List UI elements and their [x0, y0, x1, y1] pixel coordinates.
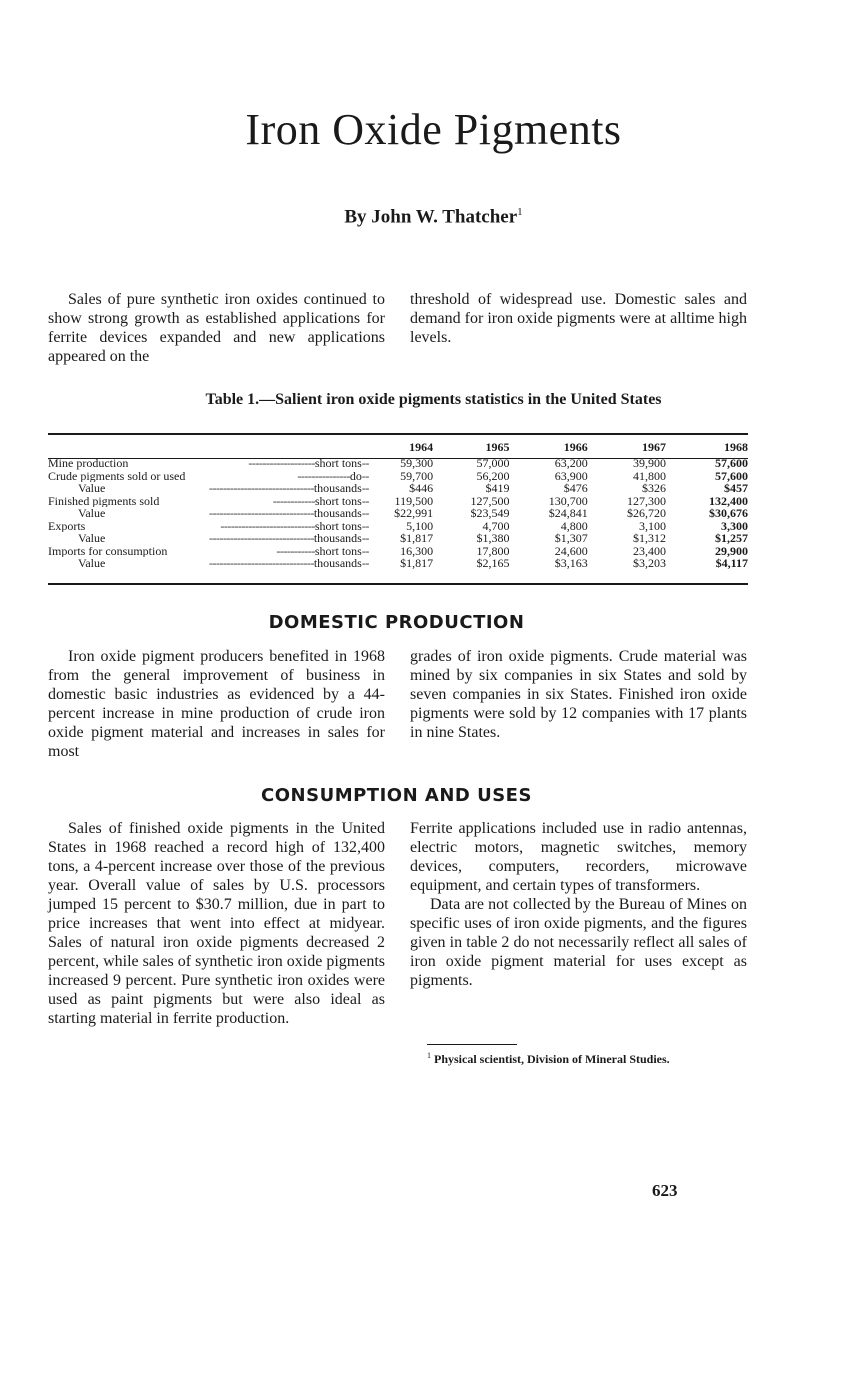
row-unit-wrap	[276, 545, 368, 558]
table-cell: $2,165	[476, 556, 510, 570]
table-row	[48, 557, 748, 570]
dot-leader: ------------------------------	[208, 532, 314, 545]
byline-author: By John W. Thatcher	[344, 206, 518, 228]
dot-leader-tail: --	[361, 494, 369, 507]
domestic-column-left	[48, 647, 385, 761]
footnote	[427, 1051, 670, 1067]
row-label-cell	[48, 532, 369, 545]
table-cell: $30,676	[709, 506, 748, 520]
dot-leader: ------------	[272, 494, 315, 507]
row-label: Value	[78, 557, 106, 570]
table-cell: 39,900	[632, 456, 666, 470]
year-header: 1966	[563, 439, 588, 454]
dot-leader-tail: --	[361, 482, 369, 495]
table-cell: 119,500	[394, 493, 434, 508]
table-cell: 127,300	[626, 493, 666, 508]
row-unit: thousands	[313, 482, 362, 495]
row-label-cell	[48, 457, 369, 470]
dot-leader: ---------------------------	[220, 519, 315, 532]
table-cell: 63,200	[554, 456, 588, 470]
table-cell: $22,991	[394, 506, 434, 520]
row-unit: thousands	[313, 557, 362, 570]
intro-paragraph-left: Sales of pure synthetic iron oxides continued to show strong growth as established applications for ferrite devices expanded and new applications appeared on the	[48, 291, 385, 365]
dot-leader: ------------------------------	[208, 507, 314, 520]
footnote-text: Physical scientist, Division of Mineral Studies.	[434, 1052, 670, 1066]
row-label-cell	[48, 495, 369, 508]
row-unit-wrap	[273, 495, 369, 508]
table-cell: 16,300	[400, 543, 434, 558]
table-cell: 4,700	[482, 518, 510, 533]
consumption-paragraph-right-1: Ferrite applications included use in radio antennas, electric motors, magnetic switches, memory devices, computers, recorders, microwave equipment, and certain types of transformers.	[410, 820, 747, 894]
consumption-column-right	[410, 819, 747, 990]
table-cell: $1,817	[400, 556, 434, 570]
year-header: 1964	[409, 439, 434, 454]
table-cell: 57,000	[476, 456, 510, 470]
dot-leader: ---------------	[297, 469, 350, 482]
row-unit-wrap	[209, 507, 369, 520]
table-cell: $24,841	[548, 506, 588, 520]
row-unit-wrap	[209, 482, 369, 495]
table-cell: 3,100	[638, 518, 666, 533]
year-header: 1968	[724, 439, 748, 454]
statistics-table	[48, 437, 748, 570]
table-cell: 41,800	[632, 468, 666, 483]
table-row	[48, 482, 748, 495]
table-cell: $476	[563, 481, 588, 495]
intro-column-left	[48, 290, 385, 366]
dot-leader-tail: --	[361, 507, 369, 520]
consumption-paragraph-right-2: Data are not collected by the Bureau of Mines on specific uses of iron oxide pigments, and the figures given in table 2 do not necessarily reflect all sales of iron oxide pigment material for uses except as pigments.	[410, 896, 747, 989]
table-cell: 3,300	[721, 518, 748, 533]
table-cell: $1,312	[632, 531, 666, 545]
section-heading-domestic-production: DOMESTIC PRODUCTION	[268, 612, 525, 633]
table-cell: 127,500	[470, 493, 510, 508]
table-cell: 130,700	[548, 493, 588, 508]
table-cell: 24,600	[554, 543, 588, 558]
table-cell: $1,817	[400, 531, 434, 545]
page-title: Iron Oxide Pigments	[245, 105, 622, 154]
row-unit-wrap	[248, 457, 368, 470]
table-cell: 17,800	[476, 543, 510, 558]
table-header-blank	[48, 437, 369, 457]
row-label: Crude pigments sold or used	[48, 469, 186, 482]
row-unit: short tons	[314, 457, 362, 470]
dot-leader: -------------------	[248, 457, 315, 470]
dot-leader-tail: --	[361, 519, 369, 532]
intro-paragraph-right: threshold of widespread use. Domestic sales and demand for iron oxide pigments were at alltime high levels.	[410, 291, 747, 346]
table-bottom-rule	[48, 583, 748, 585]
table-cell: 23,400	[632, 543, 666, 558]
table-cell: $3,163	[554, 556, 588, 570]
byline	[0, 206, 867, 228]
row-label: Value	[78, 532, 106, 545]
table-cell: $457	[724, 481, 748, 495]
table-cell: $1,380	[476, 531, 510, 545]
table-cell: $1,307	[554, 531, 588, 545]
dot-leader: ------------------------------	[208, 557, 314, 570]
table-cell: 59,700	[400, 468, 434, 483]
table-cell: 5,100	[406, 518, 434, 533]
table-cell: 57,600	[715, 468, 748, 483]
footnote-rule	[427, 1044, 517, 1045]
byline-footnote-mark: 1	[517, 206, 523, 218]
consumption-paragraph-left: Sales of finished oxide pigments in the United States in 1968 reached a record high of 132,400 tons, a 4-percent increase over those of the previous year. Overall value of sales by U.S. processors jumped 15 percent to $30.7 million, due in part to price increases that went into effect at midyear. Sales of natural iron oxide pigments decreased 2 percent, while sales of synthetic iron oxide pigments increased 9 percent. Pure synthetic iron oxides were used as paint pigments but were also ideal as starting material in ferrite production.	[48, 820, 385, 1027]
row-label: Finished pigments sold	[48, 494, 160, 507]
row-label: Value	[78, 482, 106, 495]
table-cell: 56,200	[476, 468, 510, 483]
table-row	[48, 507, 748, 520]
row-unit: thousands	[313, 532, 362, 545]
row-label: Mine production	[48, 457, 129, 470]
dot-leader-tail: --	[361, 457, 369, 470]
row-unit: thousands	[313, 507, 362, 520]
row-unit-wrap	[209, 532, 369, 545]
table-title: Table 1.—Salient iron oxide pigments statistics in the United States	[205, 391, 662, 408]
table-cell: $446	[409, 481, 434, 495]
consumption-column-left	[48, 819, 385, 1028]
dot-leader: ------------------------------	[208, 482, 314, 495]
domestic-column-right	[410, 647, 747, 742]
row-unit-wrap	[209, 557, 369, 570]
page-number: 623	[652, 1181, 678, 1200]
table-cell: 63,900	[554, 468, 588, 483]
table-row	[48, 532, 748, 545]
table-header-row	[48, 437, 748, 457]
dot-leader: -----------	[276, 544, 315, 557]
table-top-rule	[48, 433, 748, 435]
row-unit-wrap	[220, 520, 368, 533]
table-cell: $23,549	[470, 506, 510, 520]
table-cell: 59,300	[400, 456, 434, 470]
footnote-mark: 1	[427, 1051, 431, 1060]
table-cell: $26,720	[626, 506, 666, 520]
domestic-paragraph-right: grades of iron oxide pigments. Crude material was mined by six companies in six States and sold by seven companies in six States. Finished iron oxide pigments were sold by 12 companies with 17 plants in nine States.	[410, 648, 747, 741]
table-cell: $326	[641, 481, 666, 495]
table-cell: 57,600	[715, 456, 748, 470]
table-cell: 4,800	[560, 518, 588, 533]
row-label: Imports for consumption	[48, 544, 168, 557]
row-unit: short tons	[314, 519, 362, 532]
dot-leader-tail: --	[361, 469, 369, 482]
row-label: Exports	[48, 519, 86, 532]
row-label-cell	[48, 557, 369, 570]
intro-column-right	[410, 290, 747, 347]
section-heading-consumption-and-uses: CONSUMPTION AND USES	[261, 785, 532, 806]
domestic-paragraph-left: Iron oxide pigment producers benefited in 1968 from the general improvement of business in domestic basic industries as evidenced by a 44-percent increase in mine production of crude iron oxide pigment material and increases in sales for most	[48, 648, 385, 760]
table-row	[48, 457, 748, 470]
dot-leader-tail: --	[361, 557, 369, 570]
row-label-cell	[48, 470, 369, 483]
row-unit: do	[349, 469, 362, 482]
row-unit: short tons	[314, 494, 362, 507]
year-header: 1965	[485, 439, 510, 454]
table-cell: 132,400	[709, 493, 748, 508]
table-cell: $3,203	[632, 556, 666, 570]
dot-leader-tail: --	[361, 544, 369, 557]
row-label-cell	[48, 507, 369, 520]
dot-leader-tail: --	[361, 532, 369, 545]
table-cell: $4,117	[715, 556, 748, 570]
table-cell: $1,257	[715, 531, 748, 545]
table-cell: $419	[485, 481, 510, 495]
table-cell: 29,900	[715, 543, 748, 558]
row-label-cell	[48, 545, 369, 558]
year-header: 1967	[641, 439, 666, 454]
row-label-cell	[48, 520, 369, 533]
row-unit-wrap	[297, 470, 368, 483]
row-label: Value	[78, 507, 106, 520]
row-unit: short tons	[314, 544, 362, 557]
row-label-cell	[48, 482, 369, 495]
